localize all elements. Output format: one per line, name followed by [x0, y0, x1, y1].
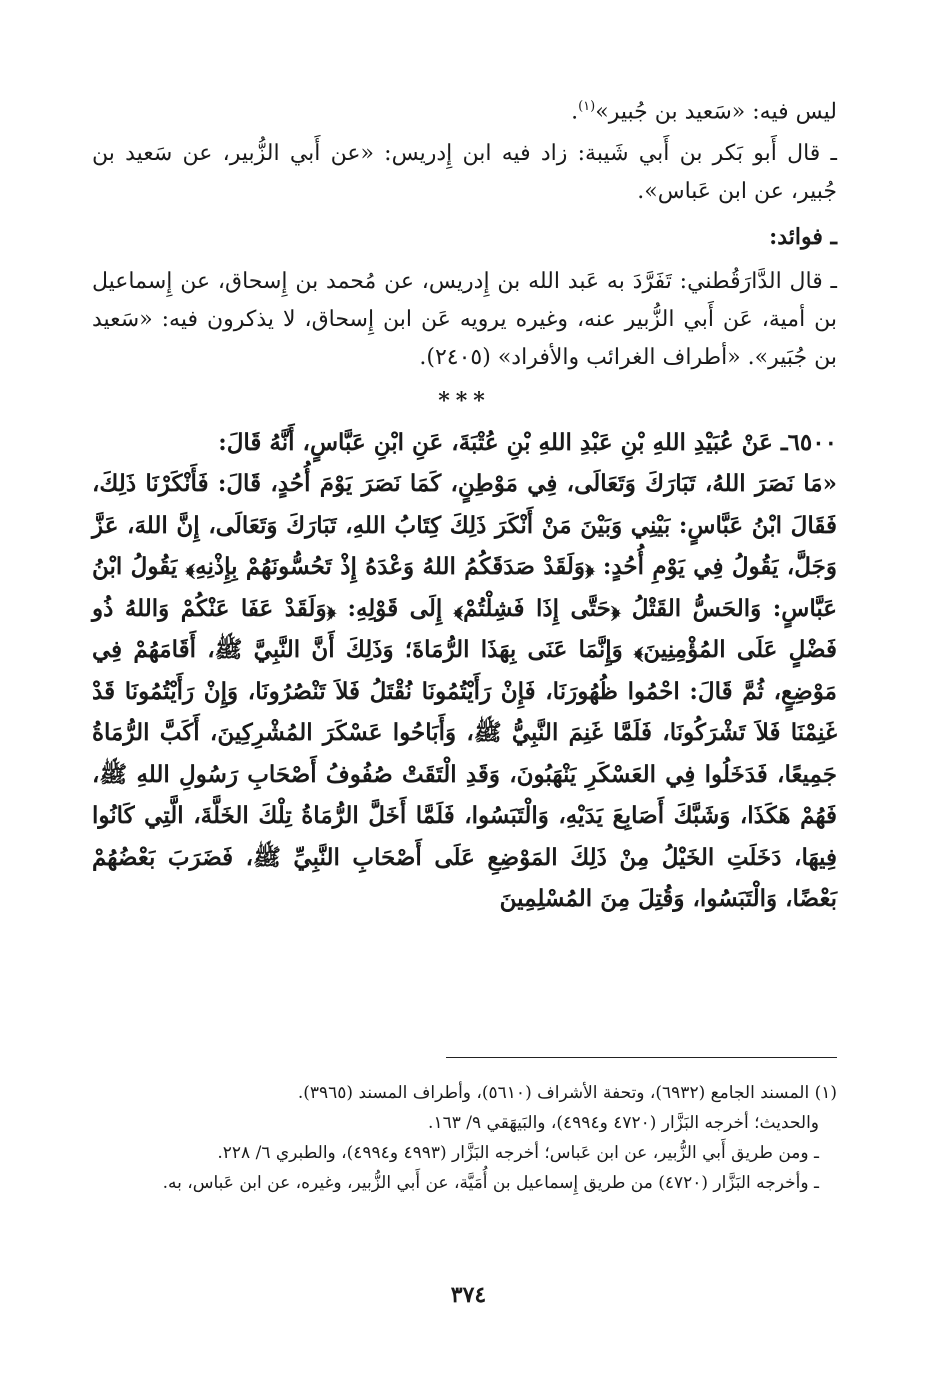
paragraph-daraqutni: ـ قال الدَّارَقُطني: تَفَرَّدَ به عَبد الله بن إِدريس، عن مُحمد بن إِسحاق، عن إِسماعيل بن أمية، عَن أَبي الزُّبير عنه، وغيره يرويه عَن ابن إِسحاق، لا يذكرون فيه: «سَعيد بن جُبَير». «أطراف الغرائب والأفراد» (٢٤٠٥). — [92, 269, 837, 371]
footnote-1: (١) المسند الجامع (٦٩٣٢)، وتحفة الأشراف (٥٦١٠)، وأطراف المسند (٣٩٦٥). — [297, 1083, 837, 1103]
hadith-text: «مَا نَصَرَ اللهُ، تَبَارَكَ وَتَعَالَى، فِي مَوْطِنٍ، كَمَا نَصَرَ يَوْمَ أُحُدٍ، قَالَ: فَأَنْكَرْنَا ذَلِكَ، فَقَالَ ابْنُ عَبَّاسٍ: بَيْنِي وَبَيْنَ مَنْ أَنْكَرَ ذَلِكَ كِتَابُ اللهِ، تَبَارَكَ وَتَعَالَى، إِنَّ اللهَ، عَزَّ وَجَلَّ، يَقُولُ فِي يَوْمِ أُحُدٍ: ﴿وَلَقَدْ صَدَقَكُمُ اللهُ وَعْدَهُ إِذْ تَحُسُّونَهُمْ بِإِذْنِهِ﴾ يَقُولُ ابْنُ عَبَّاسٍ: وَالحَسُّ القَتْلُ ﴿حَتَّى إِذَا فَشِلْتُمْ﴾ إِلَى قَوْلِهِ: ﴿وَلَقَدْ عَفَا عَنْكُمْ وَاللهُ ذُو فَضْلٍ عَلَى المُؤْمِنِينَ﴾ وَإِنَّمَا عَنَى بِهَذَا الرُّمَاةَ؛ وَذَلِكَ أَنَّ النَّبِيَّ ﷺ، أَقَامَهُمْ فِي مَوْضِعٍ، ثُمَّ قَالَ: احْمُوا ظُهُورَنَا، فَإِنْ رَأَيْتُمُونَا نُقْتَلُ فَلاَ تَنْصُرُونَا، وَإِنْ رَأَيْتُمُونَا قَدْ غَنِمْنَا فَلاَ تَشْرَكُونَا، فَلَمَّا غَنِمَ النَّبِيُّ ﷺ، وَأَبَاحُوا عَسْكَرَ المُشْرِكِينَ، أَكَبَّ الرُّمَاةُ جَمِيعًا، فَدَخَلُوا فِي العَسْكَرِ يَنْهَبُونَ، وَقَدِ الْتَقَتْ صُفُوفُ أَصْحَابِ رَسُولِ اللهِ ﷺ، فَهُمْ هَكَذَا، وَشَبَّكَ أَصَابِعَ يَدَيْهِ، وَالْتَبَسُوا، فَلَمَّا أَخَلَّ الرُّمَاةُ تِلْكَ الخَلَّةَ، الَّتِي كَانُوا فِيهَا، دَخَلَتِ الخَيْلُ مِنْ ذَلِكَ المَوْضِعِ عَلَى أَصْحَابِ النَّبِيِّ ﷺ، فَضَرَبَ بَعْضُهُمْ بَعْضًا، وَالْتَبَسُوا، وَقُتِلَ مِنَ المُسْلِمِينَ — [92, 470, 837, 913]
continuation-text: ليس فيه: «سَعيد بن جُبير» — [595, 99, 837, 125]
continuation-end: . — [571, 99, 579, 125]
section-separator: *** — [438, 388, 491, 415]
paragraph-abubakr: ـ قال أَبو بَكر بن أَبي شَيبة: زاد فيه ابن إِدريس: «عن أَبي الزُّبير، عن سَعيد بن جُبير، عن ابن عَباس». — [92, 141, 837, 205]
footnote-2: والحديث؛ أخرجه البَزَّار (٤٧٢٠ و٤٩٩٤)، والبَيهَقي ٩/ ١٦٣. — [428, 1113, 819, 1133]
fawaid-heading: ـ فوائد: — [769, 224, 837, 251]
footnotes — [92, 1078, 837, 1198]
footnote-ref: (١) — [578, 99, 596, 114]
footnote-3: ـ ومن طريق أَبي الزُّبير، عن ابن عَباس؛ أخرجه البَزَّار (٤٩٩٣ و٤٩٩٤)، والطبري ٦/ ٢٢٨. — [217, 1143, 819, 1163]
main-text — [92, 88, 837, 920]
continuation-line — [92, 88, 837, 131]
page-number: ٣٧٤ — [450, 1282, 487, 1308]
footnote-4: ـ وأخرجه البَزَّار (٤٧٢٠) من طريق إِسماعيل بن أُمَيَّة، عن أَبي الزُّبير، وغيره، عن ابن عَباس، به. — [162, 1173, 819, 1193]
footnote-divider — [446, 1057, 837, 1058]
hadith-intro: ٦٥٠٠ـ عَنْ عُبَيْدِ اللهِ بْنِ عَبْدِ اللهِ بْنِ عُتْبَةَ، عَنِ ابْنِ عَبَّاسٍ، أَنَّهُ قَالَ: — [218, 429, 837, 457]
